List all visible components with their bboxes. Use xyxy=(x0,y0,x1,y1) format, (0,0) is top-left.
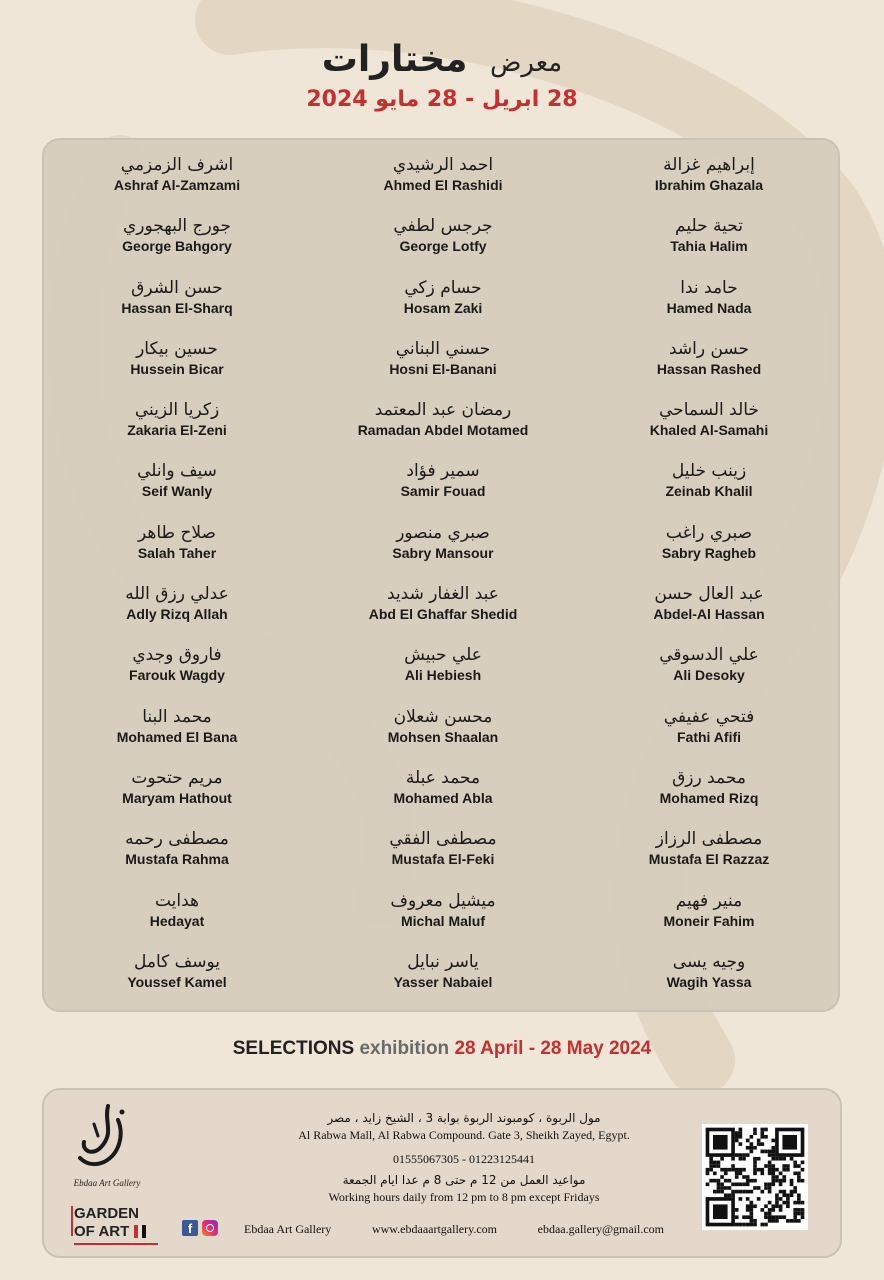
artist-name-arabic: عبد العال حسن xyxy=(654,584,764,605)
artist-name-arabic: صبري منصور xyxy=(396,522,490,543)
artist-name-english: Mustafa El Razzaz xyxy=(648,851,770,868)
artist-entry xyxy=(44,583,310,644)
artist-name-arabic: علي الدسوقي xyxy=(659,645,759,666)
exhibition-header xyxy=(0,38,884,112)
artist-entry xyxy=(310,890,576,951)
facebook-icon[interactable]: f xyxy=(182,1220,198,1236)
working-hours-arabic: مواعيد العمل من 12 م حتى 8 م عدا ايام الجمعة xyxy=(342,1173,586,1187)
artist-name-arabic: حامد ندا xyxy=(680,277,738,298)
artist-entry xyxy=(44,154,310,215)
artist-name-english: Abdel-Al Hassan xyxy=(653,606,765,623)
artist-entry xyxy=(310,154,576,215)
artist-name-english: Mohamed Abla xyxy=(393,789,493,806)
tagline-dates: 28 April - 28 May 2024 xyxy=(454,1038,652,1059)
artist-entry xyxy=(310,644,576,705)
gallery-info-panel xyxy=(42,1088,842,1258)
contact-line xyxy=(244,1222,664,1237)
exhibition-tagline xyxy=(0,1038,884,1060)
artist-name-english: Mustafa El-Feki xyxy=(391,851,495,868)
artist-name-english: Sabry Ragheb xyxy=(661,544,757,561)
artist-entry xyxy=(310,706,576,767)
artist-name-arabic: زكريا الزيني xyxy=(134,400,220,421)
artist-entry xyxy=(310,460,576,521)
artist-name-arabic: منير فهيم xyxy=(675,890,743,911)
garden-logo-line1: GARDEN xyxy=(74,1205,140,1222)
artist-entry xyxy=(44,951,310,1012)
artist-entry xyxy=(576,522,842,583)
artist-name-arabic: احمد الرشيدي xyxy=(392,155,494,175)
artist-name-arabic: تحية حليم xyxy=(675,216,743,237)
artist-name-english: Hassan El-Sharq xyxy=(121,299,233,316)
artist-name-arabic: ميشيل معروف xyxy=(390,890,496,911)
artist-entry xyxy=(576,277,842,338)
email-link[interactable]: ebdaa.gallery@gmail.com xyxy=(537,1222,664,1236)
tagline-selections: SELECTIONS xyxy=(232,1038,355,1059)
artist-name-english: Mohamed El Bana xyxy=(116,728,238,745)
artist-name-english: Farouk Wagdy xyxy=(129,667,225,684)
exhibition-title xyxy=(0,38,884,85)
tagline-exhibition: exhibition xyxy=(359,1038,450,1059)
artist-name-arabic: حسني البناني xyxy=(395,338,491,359)
artist-name-arabic: فاروق وجدي xyxy=(132,645,222,666)
artist-entry xyxy=(310,338,576,399)
artist-name-arabic: مريم حتحوت xyxy=(131,767,223,788)
title-prefix: معرض xyxy=(489,48,563,78)
garden-logo-bar xyxy=(71,1206,73,1236)
artist-entry xyxy=(576,338,842,399)
address-english: Al Rabwa Mall, Al Rabwa Compound. Gate 3, Sheikh Zayed, Egypt. xyxy=(298,1128,630,1142)
exhibition-dates-ar: 28 ابريل - 28 مايو 2024 xyxy=(306,87,578,112)
artist-entry xyxy=(576,399,842,460)
flag-stripe-black xyxy=(142,1225,146,1238)
artist-name-arabic: حسن الشرق xyxy=(131,277,223,298)
artist-name-arabic: جرجس لطفي xyxy=(393,216,493,237)
artist-entry xyxy=(576,706,842,767)
artist-entry xyxy=(44,644,310,705)
artist-name-english: Hosni El-Banani xyxy=(389,360,497,377)
artist-name-english: Khaled Al-Samahi xyxy=(649,422,769,439)
artist-name-english: Hedayat xyxy=(149,912,205,929)
artist-name-english: Zeinab Khalil xyxy=(665,483,753,500)
working-hours-english: Working hours daily from 12 pm to 8 pm except Fridays xyxy=(328,1190,600,1204)
artist-entry xyxy=(310,399,576,460)
title-main: مختارات xyxy=(321,39,468,80)
artist-entry xyxy=(310,522,576,583)
artist-name-arabic: زينب خليل xyxy=(671,461,747,482)
artist-entry xyxy=(576,215,842,276)
artist-name-arabic: صلاح طاهر xyxy=(137,522,216,543)
artist-name-english: Samir Fouad xyxy=(400,483,486,500)
artist-name-arabic: إبراهيم غزالة xyxy=(663,155,755,175)
artists-panel xyxy=(42,138,840,1012)
artists-grid xyxy=(44,154,842,1012)
artist-entry xyxy=(576,951,842,1012)
artist-name-arabic: عبد الغفار شديد xyxy=(387,584,499,605)
artist-name-arabic: يوسف كامل xyxy=(133,951,220,972)
artist-name-english: George Bahgory xyxy=(122,238,232,255)
artist-name-english: Mohsen Shaalan xyxy=(387,728,499,745)
artist-name-arabic: رمضان عبد المعتمد xyxy=(374,400,512,421)
artist-name-arabic: فتحي عفيفي xyxy=(663,706,755,727)
artist-name-english: Zakaria El-Zeni xyxy=(127,422,227,439)
artist-entry xyxy=(44,277,310,338)
artist-name-english: Hussein Bicar xyxy=(130,360,224,377)
artist-entry xyxy=(44,890,310,951)
artist-name-arabic: علي حبيش xyxy=(404,645,482,666)
artist-name-arabic: هدايت xyxy=(154,890,200,911)
artist-entry xyxy=(576,828,842,889)
social-icons xyxy=(182,1220,218,1236)
artist-entry xyxy=(44,215,310,276)
phone-numbers: 01555067305 - 01223125441 xyxy=(393,1152,535,1166)
artist-entry xyxy=(576,767,842,828)
artist-name-english: Youssef Kamel xyxy=(127,973,227,990)
artist-entry xyxy=(310,828,576,889)
artist-name-english: Hassan Rashed xyxy=(656,360,762,377)
artist-name-english: Maryam Hathout xyxy=(122,789,232,806)
artist-name-english: Salah Taher xyxy=(137,544,217,561)
artist-name-arabic: وجيه يسى xyxy=(672,951,746,972)
artist-entry xyxy=(44,706,310,767)
artist-name-arabic: اشرف الزمزمي xyxy=(120,155,234,175)
artist-name-arabic: سيف وانلي xyxy=(137,461,217,482)
artist-name-english: Tahia Halim xyxy=(670,238,748,255)
artist-entry xyxy=(310,583,576,644)
artist-name-arabic: محمد البنا xyxy=(142,706,212,727)
artist-name-english: Hamed Nada xyxy=(666,299,752,316)
artist-name-english: Hosam Zaki xyxy=(403,299,483,316)
artist-name-english: Adly Rizq Allah xyxy=(126,606,228,623)
artist-name-english: Ashraf Al-Zamzami xyxy=(113,177,241,193)
artist-entry xyxy=(310,767,576,828)
logo-caption: Ebdaa Art Gallery xyxy=(73,1178,141,1188)
artist-name-english: Mohamed Rizq xyxy=(659,789,759,806)
website-link[interactable]: www.ebdaaartgallery.com xyxy=(371,1222,498,1236)
artist-name-english: Abd El Ghaffar Shedid xyxy=(368,606,518,623)
artist-name-english: Yasser Nabaiel xyxy=(393,973,493,990)
social-name: Ebdaa Art Gallery xyxy=(244,1222,332,1236)
artist-entry xyxy=(576,644,842,705)
instagram-icon[interactable] xyxy=(202,1220,218,1236)
artist-name-arabic: حسين بيكار xyxy=(136,338,218,359)
artist-entry xyxy=(44,828,310,889)
artist-name-arabic: مصطفى الرزاز xyxy=(655,829,763,850)
ebdaa-logo-icon xyxy=(74,1102,134,1172)
gallery-address xyxy=(224,1110,704,1206)
artist-name-english: Ramadan Abdel Motamed xyxy=(357,422,529,439)
artist-name-arabic: مصطفى رحمه xyxy=(125,829,229,850)
artist-name-english: Ibrahim Ghazala xyxy=(654,177,764,193)
artist-entry xyxy=(576,154,842,215)
artist-name-english: Ahmed El Rashidi xyxy=(383,177,503,193)
artist-name-english: George Lotfy xyxy=(399,238,487,255)
artist-entry xyxy=(310,951,576,1012)
artist-entry xyxy=(44,338,310,399)
artist-entry xyxy=(310,277,576,338)
artist-entry xyxy=(310,215,576,276)
artist-name-arabic: محمد رزق xyxy=(672,767,746,788)
artist-entry xyxy=(576,890,842,951)
artist-entry xyxy=(576,583,842,644)
artist-name-arabic: محسن شعلان xyxy=(393,706,493,727)
address-arabic: مول الربوة ، كومبوند الربوة بوابة 3 ، الشيخ زايد ، مصر xyxy=(327,1111,601,1125)
artist-entry xyxy=(576,460,842,521)
artist-name-english: Ali Desoky xyxy=(673,667,745,684)
artist-name-english: Moneir Fahim xyxy=(663,912,755,929)
artist-name-arabic: صبري راغب xyxy=(665,522,753,543)
qr-code[interactable] xyxy=(702,1124,808,1230)
artist-name-arabic: عدلي رزق الله xyxy=(125,584,229,605)
artist-name-english: Ali Hebiesh xyxy=(404,667,482,684)
artist-name-arabic: حسام زكي xyxy=(404,277,482,298)
artist-name-arabic: جورج البهجوري xyxy=(122,216,232,237)
artist-name-arabic: حسن راشد xyxy=(668,338,750,359)
artist-entry xyxy=(44,460,310,521)
artist-name-arabic: ياسر نبايل xyxy=(407,951,479,972)
artist-name-arabic: مصطفى الفقي xyxy=(389,829,497,850)
artist-entry xyxy=(44,767,310,828)
artist-name-arabic: سمير فؤاد xyxy=(406,461,480,482)
artist-entry xyxy=(44,399,310,460)
garden-logo-underline xyxy=(74,1243,158,1245)
artist-name-english: Mustafa Rahma xyxy=(125,851,229,868)
garden-logo-line2: OF ART xyxy=(74,1223,130,1240)
garden-of-art-logo xyxy=(74,1206,164,1245)
artist-name-english: Sabry Mansour xyxy=(392,544,494,561)
artist-name-english: Wagih Yassa xyxy=(666,973,752,990)
artist-entry xyxy=(44,522,310,583)
artist-name-arabic: محمد عبلة xyxy=(405,767,481,788)
artist-name-arabic: خالد السماحي xyxy=(659,400,759,421)
artist-name-english: Fathi Afifi xyxy=(676,728,742,745)
artist-name-english: Michal Maluf xyxy=(400,912,485,929)
artist-name-english: Seif Wanly xyxy=(141,483,213,500)
